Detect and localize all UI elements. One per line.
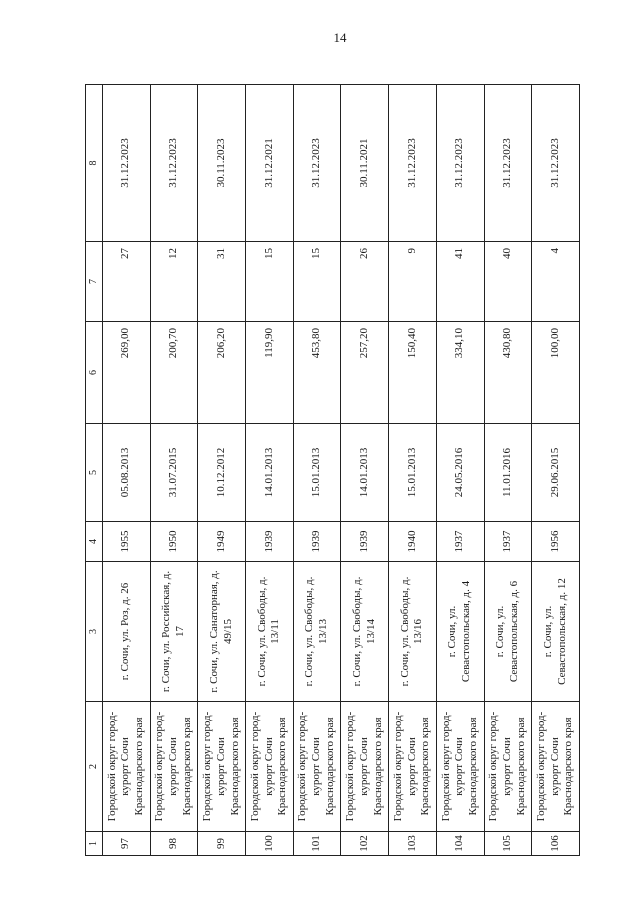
cell-deadline: 30.11.2021 bbox=[341, 85, 389, 242]
cell-address: г. Сочи, ул. Роз, д. 26 bbox=[103, 562, 151, 702]
header-row bbox=[86, 85, 103, 856]
cell-year-built: 1937 bbox=[484, 522, 532, 562]
cell-municipality: Городской округ город-курорт Сочи Краснодарского края bbox=[389, 702, 437, 832]
cell-date: 10.12.2012 bbox=[198, 424, 246, 522]
page-number: 14 bbox=[333, 30, 347, 45]
cell-address: г. Сочи, ул. Санаторная, д. 49/15 bbox=[198, 562, 246, 702]
cell-address: г. Сочи, ул. Свободы, д. 13/11 bbox=[246, 562, 294, 702]
cell-address: г. Сочи, ул. Севастопольская, д. 12 bbox=[532, 562, 580, 702]
cell-deadline: 31.12.2023 bbox=[484, 85, 532, 242]
cell-quantity: 15 bbox=[246, 242, 294, 322]
cell-quantity: 9 bbox=[389, 242, 437, 322]
cell-area: 334,10 bbox=[436, 322, 484, 424]
cell-address: г. Сочи, ул. Свободы, д. 13/16 bbox=[389, 562, 437, 702]
cell-date: 15.01.2013 bbox=[389, 424, 437, 522]
cell-date: 11.01.2016 bbox=[484, 424, 532, 522]
cell-row-number: 104 bbox=[436, 832, 484, 856]
cell-row-number: 106 bbox=[532, 832, 580, 856]
table-row bbox=[389, 85, 437, 856]
cell-date: 24.05.2016 bbox=[436, 424, 484, 522]
cell-year-built: 1939 bbox=[246, 522, 294, 562]
cell-address: г. Сочи, ул. Свободы, д. 13/14 bbox=[341, 562, 389, 702]
cell-row-number: 100 bbox=[246, 832, 294, 856]
cell-row-number: 99 bbox=[198, 832, 246, 856]
table-row bbox=[150, 85, 198, 856]
cell-year-built: 1950 bbox=[150, 522, 198, 562]
header-cell-3: 3 bbox=[86, 562, 103, 702]
table-row bbox=[198, 85, 246, 856]
cell-area: 257,20 bbox=[341, 322, 389, 424]
cell-year-built: 1939 bbox=[341, 522, 389, 562]
cell-date: 05.08.2013 bbox=[103, 424, 151, 522]
table-row bbox=[341, 85, 389, 856]
cell-deadline: 30.11.2023 bbox=[198, 85, 246, 242]
cell-area: 100,00 bbox=[532, 322, 580, 424]
header-cell-2: 2 bbox=[86, 702, 103, 832]
header-cell-8: 8 bbox=[86, 85, 103, 242]
cell-quantity: 40 bbox=[484, 242, 532, 322]
table-row bbox=[103, 85, 151, 856]
cell-municipality: Городской округ город-курорт Сочи Краснодарского края bbox=[150, 702, 198, 832]
cell-deadline: 31.12.2023 bbox=[389, 85, 437, 242]
cell-municipality: Городской округ город-курорт Сочи Краснодарского края bbox=[198, 702, 246, 832]
cell-quantity: 4 bbox=[532, 242, 580, 322]
cell-date: 14.01.2013 bbox=[341, 424, 389, 522]
cell-area: 200,70 bbox=[150, 322, 198, 424]
cell-year-built: 1939 bbox=[293, 522, 341, 562]
cell-municipality: Городской округ город-курорт Сочи Краснодарского края bbox=[293, 702, 341, 832]
cell-deadline: 31.12.2023 bbox=[293, 85, 341, 242]
cell-address: г. Сочи, ул. Свободы, д. 13/13 bbox=[293, 562, 341, 702]
cell-municipality: Городской округ город-курорт Сочи Краснодарского края bbox=[436, 702, 484, 832]
cell-row-number: 97 bbox=[103, 832, 151, 856]
table-body bbox=[103, 85, 580, 856]
header-cell-1: 1 bbox=[86, 832, 103, 856]
table-row bbox=[532, 85, 580, 856]
cell-deadline: 31.12.2023 bbox=[436, 85, 484, 242]
cell-municipality: Городской округ город-курорт Сочи Краснодарского края bbox=[484, 702, 532, 832]
cell-area: 269,00 bbox=[103, 322, 151, 424]
cell-date: 14.01.2013 bbox=[246, 424, 294, 522]
cell-municipality: Городской округ город-курорт Сочи Краснодарского края bbox=[103, 702, 151, 832]
cell-deadline: 31.12.2023 bbox=[150, 85, 198, 242]
cell-municipality: Городской округ город-курорт Сочи Краснодарского края bbox=[246, 702, 294, 832]
cell-row-number: 103 bbox=[389, 832, 437, 856]
header-cell-6: 6 bbox=[86, 322, 103, 424]
cell-deadline: 31.12.2023 bbox=[103, 85, 151, 242]
cell-deadline: 31.12.2021 bbox=[246, 85, 294, 242]
cell-row-number: 98 bbox=[150, 832, 198, 856]
cell-address: г. Сочи, ул. Российская, д. 17 bbox=[150, 562, 198, 702]
cell-date: 15.01.2013 bbox=[293, 424, 341, 522]
cell-quantity: 41 bbox=[436, 242, 484, 322]
cell-quantity: 15 bbox=[293, 242, 341, 322]
cell-deadline: 31.12.2023 bbox=[532, 85, 580, 242]
cell-year-built: 1956 bbox=[532, 522, 580, 562]
cell-row-number: 101 bbox=[293, 832, 341, 856]
table-container bbox=[85, 85, 580, 856]
housing-table bbox=[85, 84, 580, 856]
cell-address: г. Сочи, ул. Севастопольская, д. 4 bbox=[436, 562, 484, 702]
cell-date: 31.07.2015 bbox=[150, 424, 198, 522]
cell-quantity: 31 bbox=[198, 242, 246, 322]
table-row bbox=[246, 85, 294, 856]
cell-year-built: 1955 bbox=[103, 522, 151, 562]
cell-address: г. Сочи, ул. Севастопольская, д. 6 bbox=[484, 562, 532, 702]
cell-area: 119,90 bbox=[246, 322, 294, 424]
cell-year-built: 1949 bbox=[198, 522, 246, 562]
cell-municipality: Городской округ город-курорт Сочи Краснодарского края bbox=[532, 702, 580, 832]
header-cell-4: 4 bbox=[86, 522, 103, 562]
header-cell-5: 5 bbox=[86, 424, 103, 522]
cell-year-built: 1937 bbox=[436, 522, 484, 562]
header-cell-7: 7 bbox=[86, 242, 103, 322]
cell-quantity: 12 bbox=[150, 242, 198, 322]
cell-row-number: 102 bbox=[341, 832, 389, 856]
cell-year-built: 1940 bbox=[389, 522, 437, 562]
table-row bbox=[293, 85, 341, 856]
cell-row-number: 105 bbox=[484, 832, 532, 856]
cell-area: 206,20 bbox=[198, 322, 246, 424]
cell-municipality: Городской округ город-курорт Сочи Краснодарского края bbox=[341, 702, 389, 832]
cell-quantity: 27 bbox=[103, 242, 151, 322]
cell-quantity: 26 bbox=[341, 242, 389, 322]
table-row bbox=[436, 85, 484, 856]
cell-date: 29.06.2015 bbox=[532, 424, 580, 522]
rotated-table-frame bbox=[85, 85, 580, 856]
cell-area: 150,40 bbox=[389, 322, 437, 424]
table-row bbox=[484, 85, 532, 856]
cell-area: 430,80 bbox=[484, 322, 532, 424]
cell-area: 453,80 bbox=[293, 322, 341, 424]
